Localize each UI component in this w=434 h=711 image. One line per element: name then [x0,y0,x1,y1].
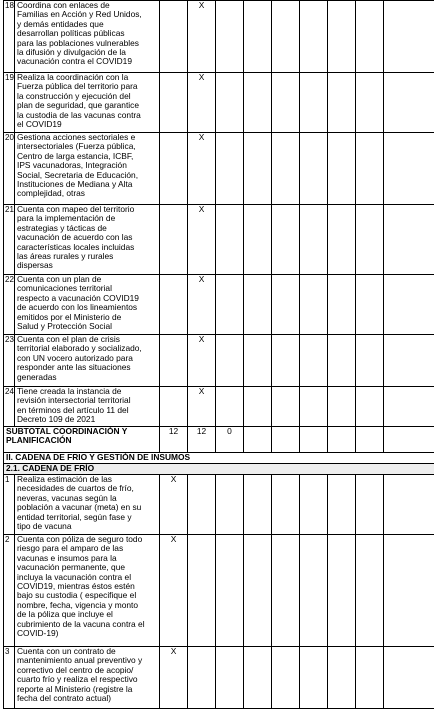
empty-cell [244,427,272,453]
empty-cell [272,275,300,335]
description-line: plan de seguridad, que garantice [17,100,139,111]
empty-cell [328,387,356,427]
mark-cell-col2: X [188,73,216,133]
mark-cell-col3 [216,475,244,535]
table-row [4,535,434,647]
section-title: II. CADENA DE FRIO Y GESTIÓN DE INSUMOS [4,453,434,464]
empty-cell [328,133,356,205]
description-line: Cuenta con un plan de [17,274,102,284]
description-line: Decreto 109 de 2021 [17,414,96,425]
empty-cell [272,475,300,535]
empty-cell [328,335,356,387]
description-line: revisión intersectorial territorial [17,395,131,406]
empty-cell [244,647,272,709]
mark-cell-col1 [160,275,188,335]
description-line: Instituciones de Mediana y Alta [17,179,133,190]
mark-cell-col3 [216,387,244,427]
subtotal-label [4,427,160,453]
mark-cell-col2: X [188,335,216,387]
empty-cell [272,133,300,205]
mark-cell-col2 [188,647,216,709]
description-line: cubrimiento de la vacuna contra el [17,618,145,629]
table-row [4,1,434,73]
description-line: cuarto frío y realiza el respectivo [17,674,138,685]
item-number: 23 [4,335,15,387]
item-number: 20 [4,133,15,205]
empty-cell [328,647,356,709]
empty-cell [328,1,356,73]
item-number: 1 [4,475,15,535]
empty-cell [272,535,300,647]
empty-cell [244,535,272,647]
description-line: Salud y Protección Social [17,321,112,332]
empty-cell [328,475,356,535]
description-line: Coordina con enlaces de [17,0,110,10]
empty-cell [328,427,356,453]
empty-cell [300,387,328,427]
empty-cell [328,205,356,275]
empty-cell [244,335,272,387]
description-line: COVID19, mientras éstos estén [17,581,135,592]
empty-cell [328,73,356,133]
description-line: mantenimiento anual preventivo y [17,655,143,666]
empty-cell [356,535,384,647]
empty-cell [300,647,328,709]
empty-cell [384,205,434,275]
description-line: complejidad, otras [17,188,85,199]
description-line: riesgo para el amparo de las [17,543,124,554]
empty-cell [272,335,300,387]
section-row [4,453,434,464]
subtotal-col1: 12 [160,427,188,453]
empty-cell [244,475,272,535]
empty-cell [356,475,384,535]
empty-cell [384,335,434,387]
empty-cell [384,475,434,535]
table-row [4,73,434,133]
description-line: el COVID19 [17,119,62,130]
description-line: Realiza la coordinación con la [17,72,129,82]
empty-cell [272,387,300,427]
empty-cell [300,73,328,133]
empty-cell [384,1,434,73]
empty-cell [272,73,300,133]
subtotal-label-line: PLANIFICACIÓN [6,435,72,446]
description-line: Cuenta con mapeo del territorio [17,204,135,214]
mark-cell-col1: X [160,647,188,709]
mark-cell-col1 [160,205,188,275]
empty-cell [300,475,328,535]
description-line: de acuerdo con los lineamientos [17,302,138,313]
empty-cell [300,427,328,453]
description-line: necesidades de cuartos de frío, [17,483,134,494]
table-row [4,387,434,427]
description-line: Familias en Acción y Red Unidos, [17,9,142,20]
mark-cell-col3 [216,535,244,647]
empty-cell [300,335,328,387]
mark-cell-col2: X [188,275,216,335]
empty-cell [272,1,300,73]
empty-cell [384,387,434,427]
item-number: 21 [4,205,15,275]
description-line: responder ante las situaciones [17,362,131,373]
mark-cell-col3 [216,647,244,709]
empty-cell [356,387,384,427]
description-line: Fuerza pública del territorio para [17,81,138,92]
description-line: vacunación de acuerdo con las [17,232,133,243]
description-line: Centro de larga estancia, ICBF, [17,150,134,161]
item-description [15,133,160,205]
mark-cell-col1 [160,1,188,73]
empty-cell [356,335,384,387]
item-description [15,387,160,427]
description-line: emitidos por el Ministerio de [17,311,122,322]
item-number: 19 [4,73,15,133]
description-line: Cuenta con póliza de seguro todo [17,534,143,544]
description-line: en términos del artículo 11 del [17,404,129,415]
mark-cell-col3 [216,1,244,73]
item-description [15,205,160,275]
empty-cell [328,535,356,647]
item-description [15,275,160,335]
description-line: Gestiona acciones sectoriales e [17,132,136,142]
mark-cell-col2: X [188,133,216,205]
empty-cell [384,427,434,453]
mark-cell-col2 [188,475,216,535]
description-line: correctivo del centro de acopio/ [17,664,134,675]
item-description [15,647,160,709]
empty-cell [356,647,384,709]
empty-cell [328,275,356,335]
mark-cell-col1: X [160,535,188,647]
item-description [15,475,160,535]
description-line: la construcción y ejecución del [17,90,131,101]
subtotal-col3: 0 [216,427,244,453]
item-number: 18 [4,1,15,73]
mark-cell-col2: X [188,1,216,73]
item-description [15,73,160,133]
description-line: de la póliza que incluye el [17,609,113,620]
description-line: fecha del contrato actual) [17,693,112,704]
subtotal-row [4,427,434,453]
description-line: Social, Secretaria de Educación, [17,169,139,180]
table-row [4,647,434,709]
description-line: territorial elaborado y socializado, [17,343,142,354]
empty-cell [384,73,434,133]
table-row [4,275,434,335]
item-number: 2 [4,535,15,647]
description-line: vacunación permanente, que [17,562,126,573]
description-line: y demás entidades que [17,18,104,29]
mark-cell-col2 [188,535,216,647]
empty-cell [384,133,434,205]
description-line: estrategias y tácticas de [17,222,107,233]
empty-cell [384,647,434,709]
mark-cell-col1: X [160,475,188,535]
table-row [4,205,434,275]
empty-cell [356,205,384,275]
mark-cell-col1 [160,335,188,387]
mark-cell-col3 [216,205,244,275]
description-line: reporte al Ministerio (registre la [17,683,133,694]
mark-cell-col3 [216,73,244,133]
description-line: COVID-19) [17,628,59,639]
description-line: respecto a vacunación COVID19 [17,292,139,303]
table-row [4,475,434,535]
description-line: vacunación contra el COVID19 [17,56,132,67]
description-line: neveras, vacunas según la [17,492,117,503]
empty-cell [272,427,300,453]
description-line: incluya la vacunación contra el [17,571,132,582]
description-line: para las poblaciones vulnerables [17,37,139,48]
empty-cell [384,535,434,647]
description-line: población a vacunar (meta) en su [17,502,142,513]
description-line: características locales incluidas [17,241,135,252]
empty-cell [300,1,328,73]
description-line: bajo su custodia ( especifique el [17,590,137,601]
description-line: Cuenta con un contrato de [17,646,116,656]
description-line: la custodia de las vacunas contra [17,109,141,120]
description-line: nombre, fecha, vigencia y monto [17,599,139,610]
description-line: las áreas rurales y rurales [17,251,114,262]
empty-cell [244,73,272,133]
mark-cell-col3 [216,335,244,387]
mark-cell-col2: X [188,387,216,427]
description-line: vacunas e insumos para la [17,552,117,563]
description-line: IPS vacunadoras, Integración [17,160,127,171]
description-line: desarrollan políticas públicas [17,28,125,39]
description-line: entidad territorial, según fase y [17,511,132,522]
empty-cell [300,275,328,335]
item-number: 24 [4,387,15,427]
empty-cell [356,1,384,73]
checklist-table [3,0,434,709]
empty-cell [300,535,328,647]
mark-cell-col1 [160,73,188,133]
subsection-row [4,464,434,475]
description-line: con UN vocero autorizado para [17,352,133,363]
empty-cell [244,133,272,205]
empty-cell [384,275,434,335]
empty-cell [356,427,384,453]
subtotal-label-line: SUBTOTAL COORDINACIÓN Y [6,426,128,436]
item-description [15,335,160,387]
table-row [4,133,434,205]
item-number: 22 [4,275,15,335]
table-row [4,335,434,387]
empty-cell [272,205,300,275]
empty-cell [244,1,272,73]
mark-cell-col2: X [188,205,216,275]
mark-cell-col3 [216,133,244,205]
empty-cell [272,647,300,709]
description-line: dispersas [17,260,53,271]
description-line: Cuenta con el plan de crisis [17,334,120,344]
empty-cell [244,275,272,335]
mark-cell-col3 [216,275,244,335]
description-line: intersectoriales (Fuerza pública, [17,141,136,152]
empty-cell [300,133,328,205]
empty-cell [244,387,272,427]
description-line: generadas [17,371,57,382]
empty-cell [300,205,328,275]
mark-cell-col1 [160,387,188,427]
empty-cell [244,205,272,275]
description-line: tipo de vacuna [17,521,72,532]
empty-cell [356,275,384,335]
item-description [15,1,160,73]
item-description [15,535,160,647]
description-line: Tiene creada la instancia de [17,386,122,396]
empty-cell [356,133,384,205]
mark-cell-col1 [160,133,188,205]
subsection-title: 2.1. CADENA DE FRÍO [4,464,434,475]
description-line: para la implementación de [17,213,116,224]
item-number: 3 [4,647,15,709]
description-line: comunicaciones territorial [17,283,112,294]
description-line: Realiza estimación de las [17,474,112,484]
subtotal-col2: 12 [188,427,216,453]
description-line: la difusión y divulgación de la [17,47,126,58]
empty-cell [356,73,384,133]
